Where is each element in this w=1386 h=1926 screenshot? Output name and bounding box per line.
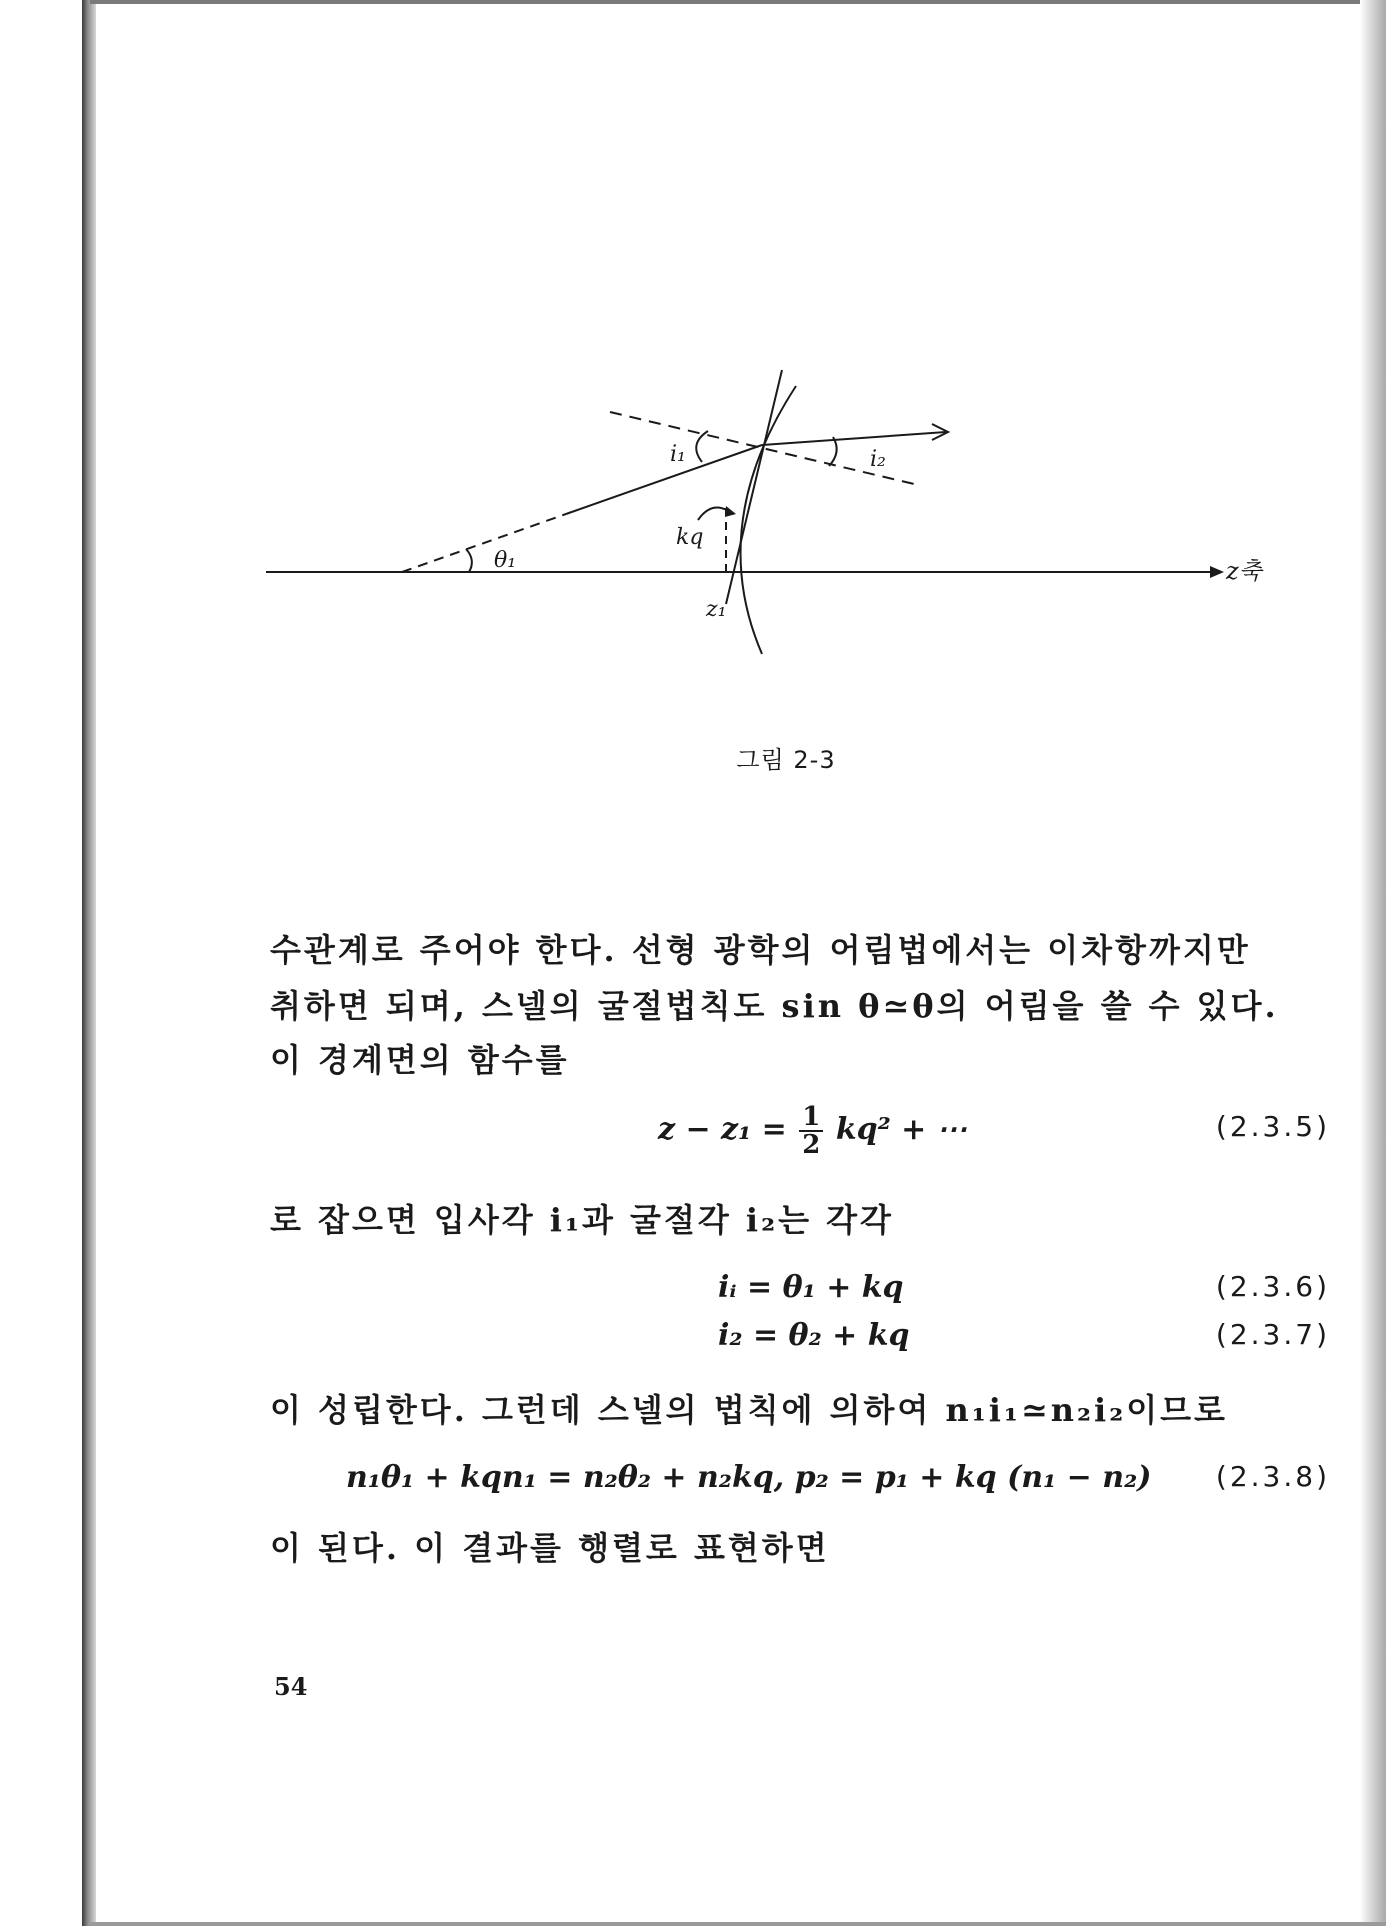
eq5-numerator: 1 — [799, 1104, 823, 1132]
eq5-denominator: 2 — [802, 1130, 821, 1160]
incident-ray-dashed — [402, 514, 566, 572]
equation-number: (2.3.5) — [1215, 1110, 1330, 1143]
equation-number: (2.3.7) — [1215, 1318, 1330, 1351]
page-number: 54 — [274, 1672, 308, 1701]
theta1-label: θ₁ — [494, 548, 517, 573]
refraction-figure — [96, 4, 1360, 704]
kq-arrowhead — [725, 506, 736, 517]
i2-label: i₂ — [870, 447, 886, 472]
equation-number: (2.3.8) — [1215, 1460, 1330, 1493]
paragraph-line: 수관계로 주어야 한다. 선형 광학의 어림법에서는 이차항까지만 — [270, 931, 1251, 969]
kq-label: kq — [676, 525, 704, 550]
eq5-rhs: kq² + ⋯ — [835, 1112, 967, 1147]
i1-arc — [696, 431, 708, 462]
eq6-expression: iᵢ = θ₁ + kq — [718, 1270, 904, 1305]
equation-number: (2.3.6) — [1215, 1270, 1330, 1303]
paragraph-line: 취하면 되며, 스넬의 굴절법칙도 sin θ≃θ의 어림을 쓸 수 있다. — [270, 987, 1279, 1025]
eq5-fraction — [799, 1104, 823, 1158]
page-edge-left — [82, 0, 96, 1926]
tangent-line — [726, 370, 782, 604]
paragraph-line: 로 잡으면 입사각 i₁과 굴절각 i₂는 각각 — [270, 1201, 894, 1239]
figure-caption: 그림 2-3 — [736, 746, 836, 774]
page-edge-right — [1360, 0, 1386, 1926]
refracted-ray — [762, 432, 946, 445]
equation-2-3-7 — [270, 1318, 1330, 1362]
z1-label: z₁ — [706, 597, 727, 622]
equation-2-3-6 — [270, 1270, 1330, 1314]
z-axis-label: z축 — [1226, 557, 1262, 585]
paragraph-line: 이 된다. 이 결과를 행렬로 표현하면 — [270, 1529, 830, 1567]
i2-arc — [829, 437, 837, 466]
page-edge-bottom — [90, 1922, 1386, 1926]
equation-2-3-8 — [270, 1460, 1330, 1504]
equation-2-3-5 — [270, 1102, 1330, 1160]
optical-axis-arrowhead — [1210, 566, 1224, 578]
paragraph-line: 이 경계면의 함수를 — [270, 1041, 570, 1079]
i1-label: i₁ — [670, 442, 686, 467]
incident-ray — [566, 445, 762, 514]
theta1-arc — [466, 549, 472, 572]
eq7-expression: i₂ = θ₂ + kq — [718, 1318, 910, 1353]
paragraph-line: 이 성립한다. 그런데 스넬의 법칙에 의하여 n₁i₁≃n₂i₂이므로 — [270, 1391, 1228, 1429]
book-page — [96, 4, 1360, 1922]
eq5-lhs: z − z₁ = — [658, 1112, 787, 1147]
eq8-expression: n₁θ₁ + kqn₁ = n₂θ₂ + n₂kq, p₂ = p₁ + kq (n₁ − n₂) — [346, 1460, 1152, 1495]
